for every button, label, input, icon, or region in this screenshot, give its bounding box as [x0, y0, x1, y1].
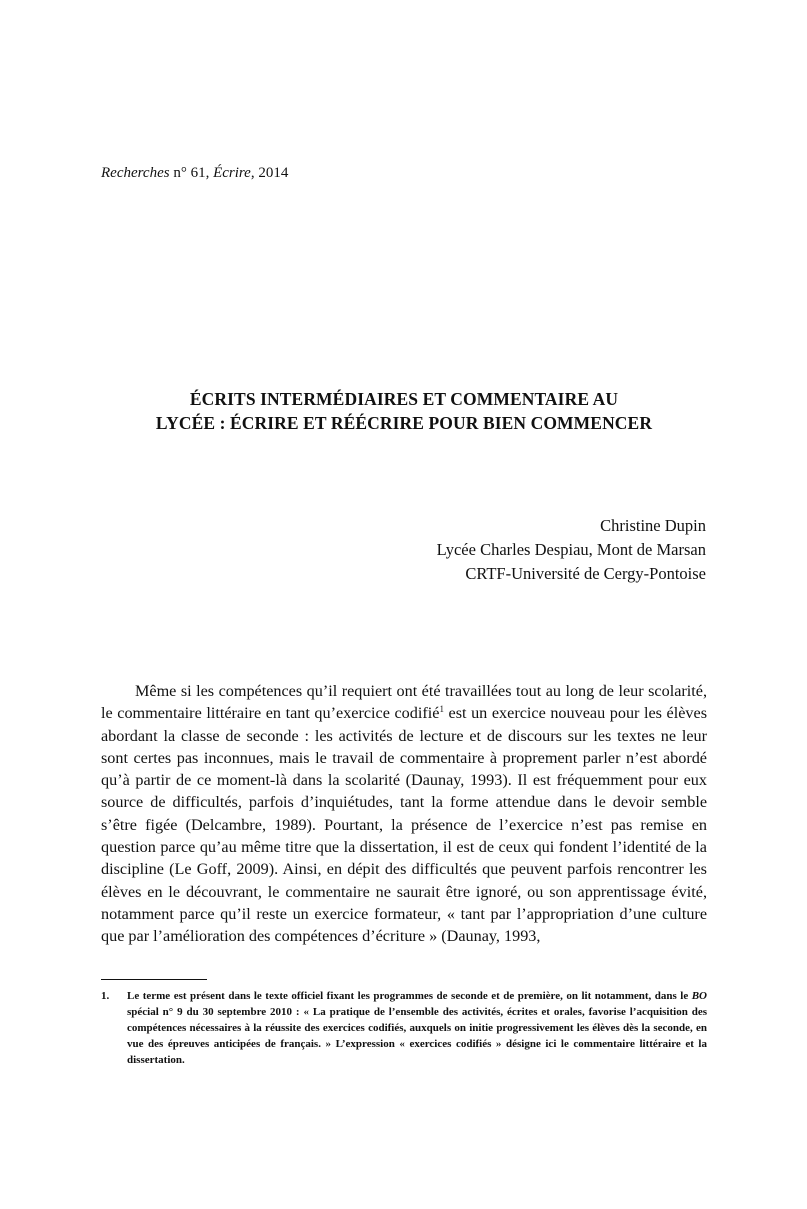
author-affiliation-2: CRTF-Université de Cergy-Pontoise	[465, 564, 706, 583]
footnote-text-b: spécial n° 9 du 30 septembre 2010 : « La pratique de l’ensemble des activités, écrites et orales, favorise l’acquisition des compétences nécessaires à la réussite des exercices codifiés, auxquels on initie progressivement les élèves dès la seconde, en vue des épreuves anticipées de français. » L’expression « exercices codifiés » désigne ici le commentaire littéraire et la dissertation.	[127, 1006, 707, 1066]
title-line-2: LYCÉE : ÉCRIRE ET RÉÉCRIRE POUR BIEN COMMENCER	[155, 413, 653, 433]
author-name: Christine Dupin	[600, 516, 706, 535]
paragraph-text-end: est un exercice nouveau pour les élèves abordant la classe de seconde : les activités de lecture et de discours sur les textes ne leur sont certes pas inconnues, mais le travail de commentaire à proprement parler n’est abordé qu’à partir de ce moment-là dans la scolarité (Daunay, 1993). Il est fréquemment pour eux source de difficultés, parfois d’inquiétudes, tant la forme attendue dans le devoir semble s’être figée (Delcambre, 1989). Pourtant, la présence de l’exercice n’est pas remise en question parce qu’au même titre que la dissertation, il est de ceux qui fondent l’identité de la discipline (Le Goff, 2009). Ainsi, en dépit des difficultés que peuvent parfois rencontrer les élèves en le découvrant, le commentaire ne saurait être ignoré, ou son apprentissage évité, notamment parce qu’il reste un exercice formateur, « tant par l’appropriation d’une culture que par l’amélioration des compétences d’écriture » (Daunay, 1993,	[101, 704, 708, 946]
footnote-separator	[101, 979, 207, 980]
issue-year: , 2014	[250, 165, 289, 181]
issue-number: n° 61,	[169, 165, 214, 181]
footnote-body	[127, 988, 707, 1068]
paragraph	[101, 680, 707, 948]
running-head	[101, 163, 288, 183]
author-block	[206, 514, 706, 586]
footnote-reference: 1	[439, 704, 444, 715]
article-title	[101, 387, 707, 435]
body-text	[101, 680, 707, 948]
footnote-text-a: Le terme est présent dans le texte officiel fixant les programmes de seconde et de première, on lit notamment, dans le	[127, 990, 692, 1002]
journal-name: Recherches	[101, 165, 170, 181]
footnote	[101, 988, 707, 1068]
paragraph-text-start: Même si les compétences qu’il requiert ont été travaillées tout au long de leur scolarité, le commentaire littéraire en tant qu’exercice codifié	[101, 682, 707, 723]
footnote-number: 1.	[101, 990, 110, 1002]
author-affiliation-1: Lycée Charles Despiau, Mont de Marsan	[436, 540, 706, 559]
issue-theme: Écrire	[213, 165, 251, 181]
footnote-bo: BO	[691, 990, 707, 1002]
title-line-1: ÉCRITS INTERMÉDIAIRES ET COMMENTAIRE AU	[189, 389, 619, 409]
